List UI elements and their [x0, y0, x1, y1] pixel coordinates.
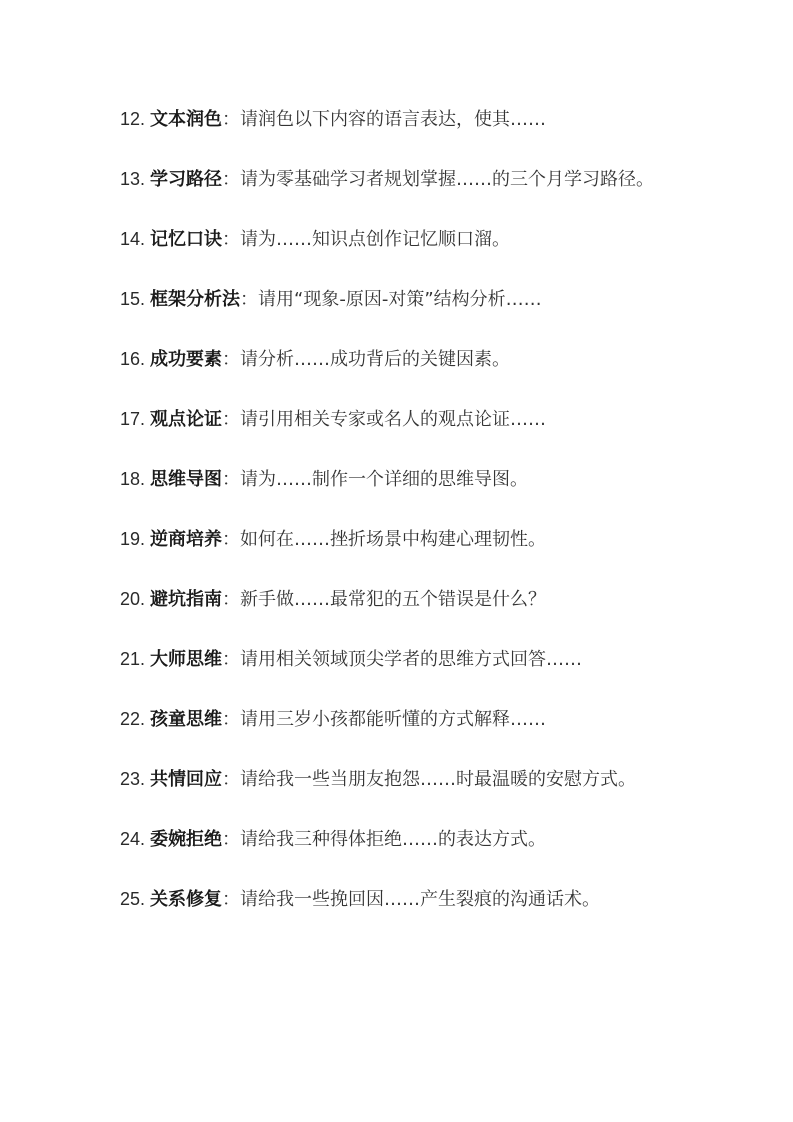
item-description: ：如何在……挫折场景中构建心理韧性。 [222, 529, 547, 550]
item-description: ：请用“现象-原因-对策”结构分析…… [240, 289, 542, 310]
item-description: ：请用相关领域顶尖学者的思维方式回答…… [222, 649, 583, 670]
item-number: 22. [120, 709, 151, 729]
list-item [120, 163, 680, 196]
item-description: ：请为零基础学习者规划掌握……的三个月学习路径。 [222, 169, 655, 190]
item-term: 逆商培养 [150, 529, 223, 550]
list-item [120, 223, 680, 256]
list-item [120, 583, 680, 616]
item-number: 24. [120, 829, 151, 849]
item-description: ：请给我一些挽回因……产生裂痕的沟通话术。 [222, 889, 601, 910]
item-description: ：请引用相关专家或名人的观点论证…… [222, 409, 547, 430]
item-description: ：新手做……最常犯的五个错误是什么？ [222, 589, 547, 610]
item-term: 学习路径 [150, 169, 223, 190]
item-number: 20. [120, 589, 151, 609]
item-description: ：请给我三种得体拒绝……的表达方式。 [222, 829, 547, 850]
item-description: ：请为……知识点创作记忆顺口溜。 [222, 229, 511, 250]
item-number: 15. [120, 289, 151, 309]
list-item [120, 343, 680, 376]
list-item [120, 643, 680, 676]
item-number: 16. [120, 349, 151, 369]
item-number: 12. [120, 109, 151, 129]
list-item [120, 523, 680, 556]
item-number: 21. [120, 649, 151, 669]
item-number: 13. [120, 169, 151, 189]
item-number: 25. [120, 889, 151, 909]
item-description: ：请润色以下内容的语言表达，使其…… [222, 109, 547, 130]
prompt-list [120, 103, 680, 943]
list-item [120, 283, 680, 316]
item-description: ：请给我一些当朋友抱怨……时最温暖的安慰方式。 [222, 769, 637, 790]
list-item [120, 403, 680, 436]
item-term: 避坑指南 [150, 589, 223, 610]
item-number: 17. [120, 409, 151, 429]
item-term: 委婉拒绝 [150, 829, 223, 850]
item-term: 大师思维 [150, 649, 223, 670]
item-term: 记忆口诀 [150, 229, 223, 250]
list-item [120, 103, 680, 136]
item-term: 文本润色 [150, 109, 223, 130]
item-term: 思维导图 [150, 469, 223, 490]
item-term: 共情回应 [150, 769, 223, 790]
list-item [120, 703, 680, 736]
item-number: 14. [120, 229, 151, 249]
item-number: 19. [120, 529, 151, 549]
item-term: 关系修复 [150, 889, 223, 910]
list-item [120, 463, 680, 496]
item-description: ：请为……制作一个详细的思维导图。 [222, 469, 529, 490]
item-description: ：请用三岁小孩都能听懂的方式解释…… [222, 709, 547, 730]
item-number: 18. [120, 469, 151, 489]
item-term: 孩童思维 [150, 709, 223, 730]
item-term: 成功要素 [150, 349, 223, 370]
list-item [120, 823, 680, 856]
item-term: 框架分析法 [150, 289, 241, 310]
list-item [120, 883, 680, 916]
item-description: ：请分析……成功背后的关键因素。 [222, 349, 511, 370]
list-item [120, 763, 680, 796]
item-number: 23. [120, 769, 151, 789]
item-term: 观点论证 [150, 409, 223, 430]
